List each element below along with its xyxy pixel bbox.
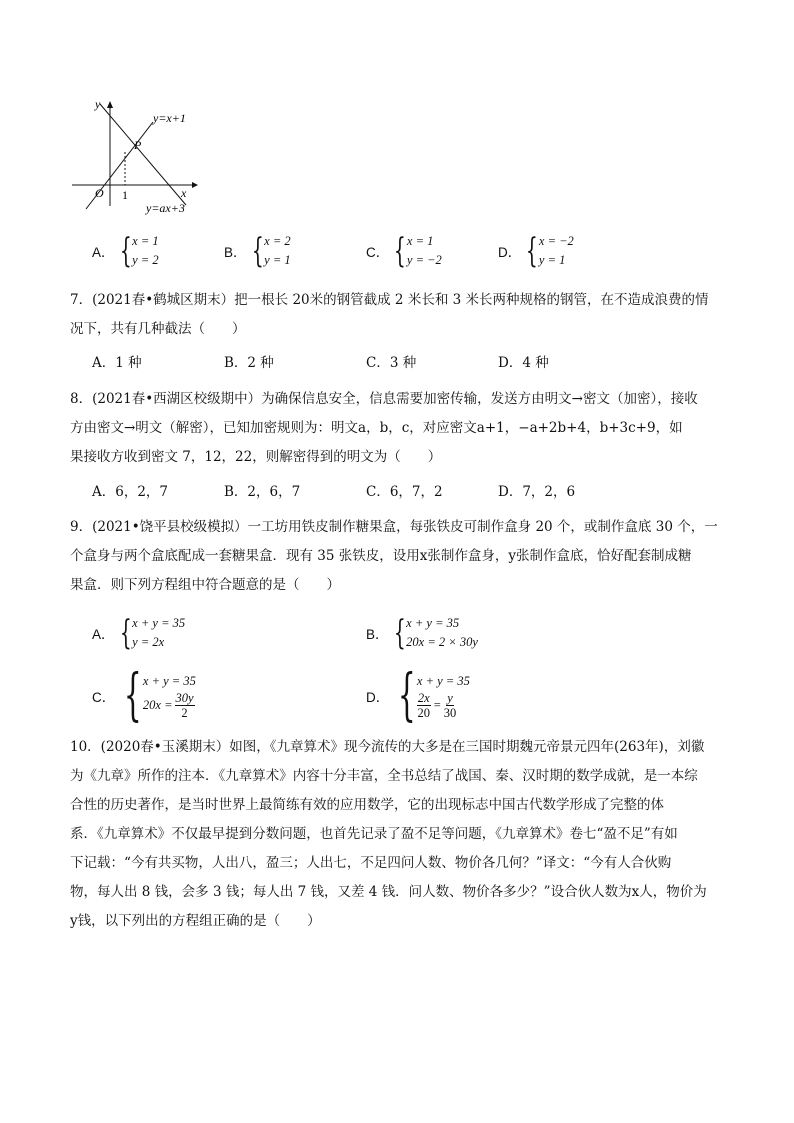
x-axis-label: x — [181, 186, 187, 200]
q7-option-b[interactable]: B．2 种 — [224, 355, 274, 371]
q9-line-1: 9．(2021•饶平县校级模拟）一工坊用铁皮制作糖果盒，每张铁皮可制作盒身 20 个，或制作盒底 30 个，一 — [70, 519, 718, 535]
question-9 — [70, 513, 725, 600]
q7-option-c[interactable]: C．3 种 — [366, 355, 417, 371]
q10-line-1: 10．(2020春•玉溪期末）如图，《九章算术》现今流传的大多是在三国时期魏元帝景元四年(263年)，刘徽 — [70, 739, 705, 755]
q8-option-a[interactable]: A．6，2，7 — [92, 484, 169, 500]
y-axis-arrow — [107, 101, 113, 108]
q10-line-3: 合性的历史著作，是当时世界上最简练有效的应用数学，它的出现标志中国古代数学形成了完整的体 — [70, 797, 664, 813]
q9-option-b[interactable]: B． { x + y = 35 20x = 2 × 30y — [366, 613, 478, 653]
q8-option-c[interactable]: C．6，7，2 — [366, 484, 443, 500]
line1-label: y=x+1 — [153, 111, 186, 125]
q10-line-7: y钱，以下列出的方程组正确的是（ ） — [70, 913, 321, 929]
q10-line-5: 下记载：“今有共买物，人出八，盈三；人出七，不足四问人数、物价各几何？”译文：“今有人合伙购 — [70, 855, 672, 871]
q10-line-4: 系．《九章算术》不仅最早提到分数问题，也首先记录了盈不足等问题，《九章算术》卷七“盈不足”有如 — [70, 826, 678, 842]
point-label: P — [134, 138, 142, 152]
q9-option-c[interactable]: C． { x + y = 35 20x = $\frac{30y}{2}$ — [92, 663, 196, 728]
question-7 — [70, 286, 725, 344]
q6-option-b[interactable]: B． { x = 2 y = 1 — [224, 231, 291, 271]
q10-line-2: 为《九章》所作的注本．《九章算术》内容十分丰富，全书总结了战国、秦、汉时期的数学成就，是一本综 — [70, 768, 698, 784]
q6-option-d[interactable]: D． { x = −2 y = 1 — [498, 231, 574, 271]
q9-line-3: 果盒．则下列方程组中符合题意的是（ ） — [70, 577, 340, 593]
y-axis-label: y — [95, 97, 101, 111]
question-8 — [70, 385, 725, 472]
q8-line-3: 果接收方收到密文 7，12，22，则解密得到的明文为（ ） — [70, 449, 442, 465]
q7-line-2: 况下，共有几种截法（ ） — [70, 321, 246, 337]
q8-option-b[interactable]: B．2，6，7 — [224, 484, 301, 500]
origin-label: O — [95, 186, 104, 200]
question-10 — [70, 733, 725, 936]
q9-option-d[interactable]: D． { x + y = 35 $\frac{2x}{20}$ = $\frac{y}{30}$ — [366, 663, 470, 728]
tick-label: 1 — [122, 188, 128, 202]
q10-line-6: 物，每人出 8 钱，会多 3 钱；每人出 7 钱，又差 4 钱．问人数、物价各多少？”设合伙人数为x人，物价为 — [70, 884, 707, 900]
q6-option-a[interactable]: A． { x = 1 y = 2 — [92, 231, 159, 271]
q8-option-d[interactable]: D．7，2，6 — [498, 484, 576, 500]
q7-option-d[interactable]: D．4 种 — [498, 355, 549, 371]
x-axis-arrow — [192, 182, 198, 188]
linear-functions-graph — [68, 96, 218, 216]
q6-option-c[interactable]: C． { x = 1 y = −2 — [366, 231, 442, 271]
q8-line-2: 方由密文→明文（解密），已知加密规则为：明文a，b，c，对应密文a+1，−a+2b+4，b+3c+9，如 — [70, 420, 683, 436]
q7-option-a[interactable]: A．1 种 — [92, 355, 142, 371]
line2-label: y=ax+3 — [146, 201, 185, 215]
q9-option-a[interactable]: A． { x + y = 35 y = 2x — [92, 613, 186, 653]
q8-line-1: 8．(2021春•西湖区校级期中）为确保信息安全，信息需要加密传输，发送方由明文→密文（加密），接收 — [70, 391, 698, 407]
q7-line-1: 7．(2021春•鹤城区期末）把一根长 20米的钢管截成 2 米长和 3 米长两种规格的钢管，在不造成浪费的情 — [70, 292, 709, 308]
q9-line-2: 个盒身与两个盒底配成一套糖果盒．现有 35 张铁皮，设用x张制作盒身，y张制作盒底，恰好配套制成糖 — [70, 548, 692, 564]
